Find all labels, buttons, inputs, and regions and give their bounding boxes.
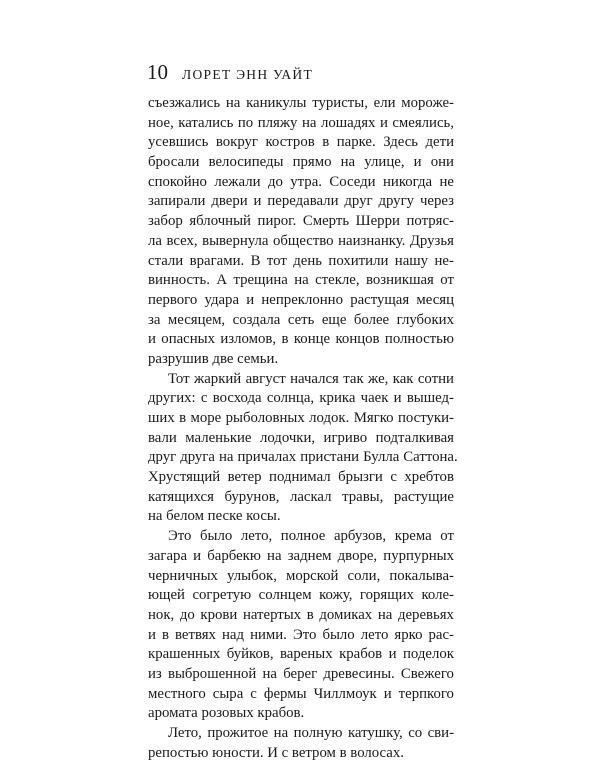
text-line: вали маленькие лодочки, игриво подталкивая: [148, 429, 454, 446]
text-line: ших в море рыболовных лодок. Мягко постуки-: [148, 410, 454, 426]
text-line: разрушив две семьи.: [148, 350, 279, 367]
running-head-author: ЛОРЕТ ЭНН УАЙТ: [182, 67, 313, 82]
text-line: местного сыра с фермы Чиллмоук и терпкого: [148, 685, 454, 702]
text-line: запирали двери и передавали друг другу через: [148, 193, 454, 210]
text-line: загара и барбекю на заднем дворе, пурпурных: [148, 547, 454, 564]
text-line: Это было лето, полное арбузов, крема от: [168, 528, 454, 545]
text-line: из выброшенной на берег древесины. Свежего: [148, 665, 454, 682]
paragraph: [148, 527, 454, 724]
text-line: съезжались на каникулы туристы, ели мороже-: [148, 95, 454, 111]
body-text: [148, 94, 458, 763]
page-header: [147, 60, 313, 84]
text-line: бросали велосипеды прямо на улице, и они: [148, 154, 454, 171]
text-line: аромата розовых крабов.: [148, 705, 305, 722]
text-line: на белом песке косы.: [148, 508, 281, 525]
text-line: и опасных изломов, в конце концов полностью: [148, 331, 454, 348]
text-line: и в ветвях над ними. Это было лето ярко рас-: [148, 626, 454, 643]
text-line: усевшись вокруг костров в парке. Здесь дети: [148, 134, 454, 151]
text-line: черничных улыбок, морской соли, покалыва-: [148, 567, 454, 584]
text-line: стали врагами. В тот день похитили нашу не-: [148, 252, 454, 269]
text-line: спокойно лежали до утра. Соседи никогда не: [148, 173, 454, 190]
text-line: репостью юности. И с ветром в волосах.: [148, 744, 404, 761]
paragraph: [148, 724, 454, 763]
page-number: 10: [147, 60, 168, 84]
text-line: Хрустящий ветер поднимал брызги с хребтов: [148, 469, 454, 486]
paragraph: [148, 94, 454, 370]
text-line: за месяцем, создала сеть еще более глубоких: [148, 311, 454, 328]
text-line: других: с восхода солнца, крика чаек и вышед-: [148, 390, 454, 407]
text-line: Лето, прожитое на полную катушку, со сви-: [168, 725, 454, 741]
text-line: нок, до крови натертых в домиках на деревьях: [148, 606, 454, 623]
text-line: винность. А трещина на стекле, возникшая от: [148, 272, 454, 289]
paragraph: [148, 370, 458, 528]
text-line: катящихся бурунов, ласкал травы, растущие: [148, 488, 454, 505]
text-line: ное, катались по пляжу на лошадях и смеялись,: [148, 114, 454, 131]
text-line: ла всех, вывернула общество наизнанку. Друзья: [148, 232, 454, 249]
text-line: друг друга на причалах пристани Булла Саттона.: [148, 449, 458, 466]
text-line: Тот жаркий август начался так же, как сотни: [168, 370, 454, 387]
text-line: забор яблочный пирог. Смерть Шерри потряс-: [148, 213, 454, 230]
text-line: крашенных буйков, вареных крабов и поделок: [148, 646, 454, 663]
text-line: ющей согретую солнцем кожу, горящих коле-: [148, 587, 454, 604]
text-line: первого удара и непреклонно растущая месяц: [148, 291, 454, 308]
